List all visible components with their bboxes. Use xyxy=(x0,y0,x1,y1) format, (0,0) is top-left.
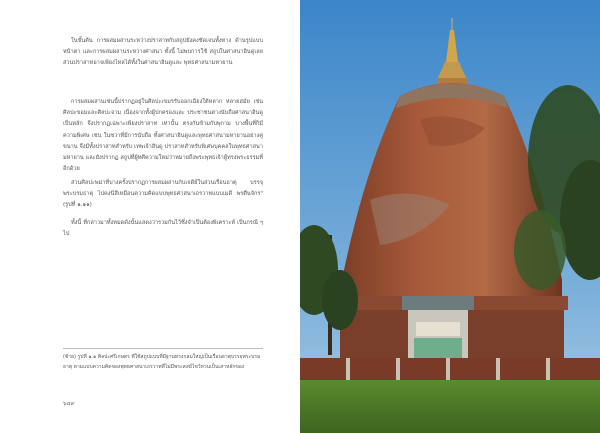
footnote-divider xyxy=(63,348,263,349)
figure-caption: (ซ้าย) รูปที่ ๑.๑ ศิลปะศรีเกษตร ที่ใช้สถูปแบบที่มีฐานทรงกลมใหญ่เป็นเรือนธาตุบรรจุพระบรมธาตุ ตามแบบความคิดของพุทธศาสนาเถรวาทที่ไม่มีพระสงฆ์ไขว้ทวนเป็นเสาหลักของ xyxy=(63,354,261,370)
paragraph-1: ในขั้นต้น การผสมผสานระหว่างปราสาทกับสถูปยังคงชัดเจนทั้งทาง ด้านรูปแบบหน้าตา และการผสมผสานระหว่างศาสนา ทั้งนี้ ไม่พบการใช้ สถูปในศาสนาฮินดูเลย ส่วนปราสาทอาจเพียงไหลได้ทั้งในศาสนาฮินดูและ พุทธศาสนามหายาน xyxy=(63,38,263,67)
grass-lawn xyxy=(300,380,600,433)
paragraph-4: ทั้งนี้ ที่กล่าวมาทั้งหมดดังนั้นแสดงว่ารวมกันไว้ซึ่งจำเป็นต้องพิเคราะห์ เป็นกรณี ๆ ไป xyxy=(63,220,263,238)
paragraph-2: การผสมผสานเช่นนี้ปรากฏอยู่ในศิลปะเขมรรับออกเฉียงใต้หลาก หลายสมัย เช่น ศิลปะขอมและศิลปะจาม เนื่องจากทั้งผู้ปกครองและ ประชาชนต่างนับถือศาสนาฮินดูเป็นหลัก จึงปรากฏเฉพาะเพียงปราสาท เท่านั้น ตรงกันข้ามกับพุกาม บางพื้นที่ก็มีความพิเศษ เช่น ในชวาที่มีการนับถือ ทั้งศาสนาฮินดูและพุทธศาสนามหายานอย่างคู่ขนาน จึงมีทั้งปราสาทสำหรับ เทพเจ้าฮินดู ปราสาทสำหรับพิเศษบุคคลในพุทธศาสนามหายาน และยังปรากฏ สถูปที่ผู้ทศีความใหม่ว่าหมายถึงพระพุทธเจ้าผู้ทรงพระธรรมที่อีกด้วย xyxy=(63,99,263,173)
small-shrine xyxy=(402,296,474,358)
page-number: ๖๔๙ xyxy=(63,401,75,407)
stupa-photo xyxy=(300,0,600,433)
paragraph-3: ส่วนศิลปะพม่าที่บางครั้งปรากฏการผสมผสานกับเจดีย์ในส่วนเรือนธาตุ บรรจุพระบรมธาตุ ไปคงนีสีเหมือนความคิดแบบพุทธศาสนาเถรวาทแบบเมดี พรตืนจักร" (รูปที่ ๑.๑๑) xyxy=(63,180,263,209)
